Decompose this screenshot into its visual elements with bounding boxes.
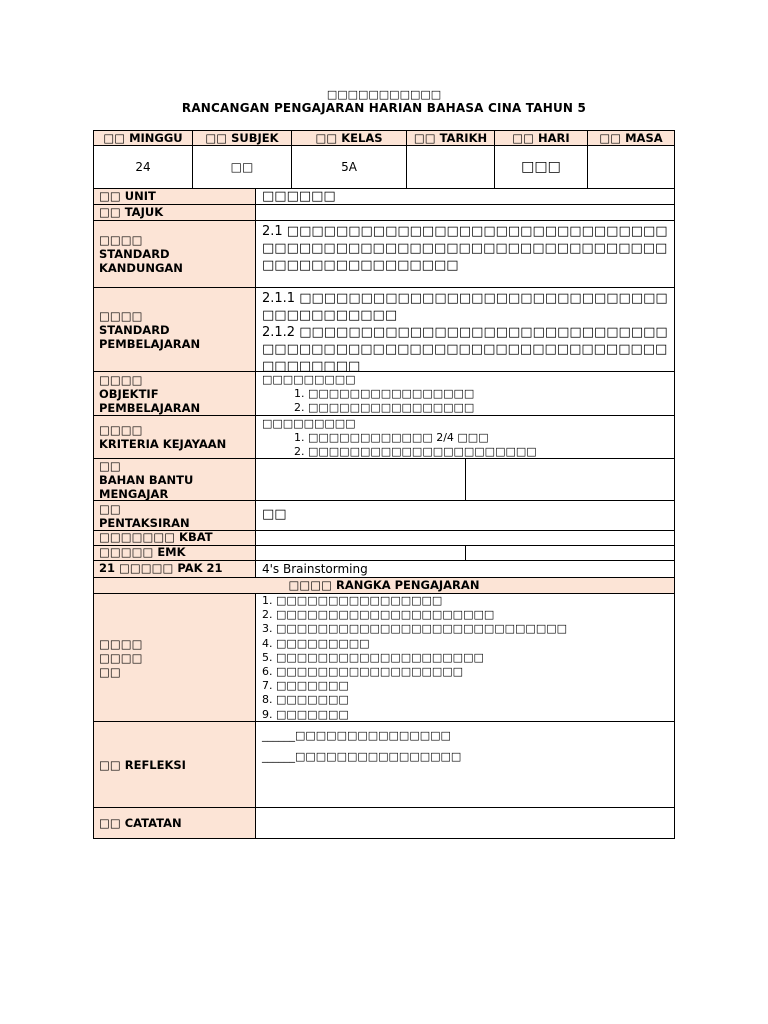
header-subjek: □□ SUBJEK bbox=[192, 130, 292, 146]
value-minggu: 24 bbox=[93, 145, 193, 189]
label-bbm bbox=[93, 458, 256, 501]
op-item: 2. □□□□□□□□□□□□□□□□ bbox=[308, 401, 668, 415]
label-refleksi: □□ REFLEKSI bbox=[93, 721, 256, 808]
label-aktiviti-3: □□ bbox=[99, 664, 121, 679]
value-aktiviti bbox=[255, 593, 675, 722]
header-hari: □□ HARI bbox=[494, 130, 588, 146]
label-bbm-ms1: BAHAN BANTU bbox=[99, 473, 194, 487]
value-emk-right bbox=[465, 545, 675, 561]
value-hari: □□□ bbox=[494, 145, 588, 189]
value-kbat bbox=[255, 530, 675, 546]
label-kbat: □□□□□□□ KBAT bbox=[93, 530, 256, 546]
label-sk-cn: □□□□ bbox=[99, 233, 143, 247]
label-tajuk: □□ TAJUK bbox=[93, 204, 256, 221]
value-pak21: 4's Brainstorming bbox=[255, 560, 675, 578]
label-sk-ms2: KANDUNGAN bbox=[99, 261, 183, 275]
value-refleksi bbox=[255, 721, 675, 808]
sp-item-2: 2.1.2 □□□□□□□□□□□□□□□□□□□□□□□□□□□□□□□□□□□□□□□□□□□□□□□□□□□□□□□□□□□□□□□□□□□□□□□ bbox=[262, 325, 668, 372]
label-kk-cn: □□□□ bbox=[99, 423, 143, 437]
value-kelas: 5A bbox=[291, 145, 407, 189]
label-sp-cn: □□□□ bbox=[99, 308, 143, 323]
label-op-ms1: OBJEKTIF bbox=[99, 386, 159, 401]
label-pent-cn: □□ bbox=[99, 501, 121, 516]
label-op-ms2: PEMBELAJARAN bbox=[99, 400, 201, 415]
header-tarikh: □□ TARIKH bbox=[406, 130, 495, 146]
value-subjek: □□ bbox=[192, 145, 292, 189]
value-pentaksiran: □□ bbox=[255, 500, 675, 531]
label-op-cn: □□□□ bbox=[99, 372, 143, 387]
value-bbm-left bbox=[255, 458, 466, 501]
refleksi-item: ______□□□□□□□□□□□□□□□ bbox=[262, 729, 451, 742]
label-kk-ms: KRITERIA KEJAYAAN bbox=[99, 437, 227, 451]
value-tajuk bbox=[255, 204, 675, 221]
kk-item: 1. □□□□□□□□□□□□ 2/4 □□□ bbox=[308, 431, 668, 445]
value-standard-pembelajaran bbox=[255, 287, 675, 372]
header-minggu: □□ MINGGU bbox=[93, 130, 193, 146]
aktiviti-item: 1. □□□□□□□□□□□□□□□□ bbox=[262, 594, 443, 607]
title-chinese: □□□□□□□□□□□ bbox=[326, 88, 442, 101]
aktiviti-item: 9. □□□□□□□ bbox=[262, 707, 349, 721]
label-bbm-cn: □□ bbox=[99, 459, 121, 473]
label-standard-kandungan bbox=[93, 220, 256, 288]
label-catatan: □□ CATATAN bbox=[93, 807, 256, 839]
op-list bbox=[262, 387, 668, 415]
label-sp-ms2: PEMBELAJARAN bbox=[99, 336, 201, 351]
aktiviti-item: 5. □□□□□□□□□□□□□□□□□□□□ bbox=[262, 650, 484, 664]
value-unit: □□□□□□ bbox=[255, 188, 675, 205]
title-malay: RANCANGAN PENGAJARAN HARIAN BAHASA CINA TAHUN 5 bbox=[181, 101, 587, 115]
value-masa bbox=[587, 145, 675, 189]
aktiviti-item: 6. □□□□□□□□□□□□□□□□□□ bbox=[262, 665, 464, 679]
label-bbm-ms2: MENGAJAR bbox=[99, 487, 169, 501]
value-tarikh bbox=[406, 145, 495, 189]
label-standard-pembelajaran bbox=[93, 287, 256, 372]
label-kriteria bbox=[93, 415, 256, 459]
op-intro: □□□□□□□□□ bbox=[262, 373, 356, 386]
value-standard-kandungan: 2.1 □□□□□□□□□□□□□□□□□□□□□□□□□□□□□□□□□□□□□□□□□□□□□□□□□□□□□□□□□□□□□□□□□□□□□□□□□□□□□□□□ bbox=[255, 220, 675, 288]
label-sp-ms1: STANDARD bbox=[99, 322, 170, 337]
rangka-pengajaran-header: □□□□ RANGKA PENGAJARAN bbox=[93, 577, 675, 594]
aktiviti-item: 3. □□□□□□□□□□□□□□□□□□□□□□□□□□□□ bbox=[262, 622, 567, 636]
aktiviti-item: 4. □□□□□□□□□ bbox=[262, 636, 370, 650]
label-pak21: 21 □□□□□ PAK 21 bbox=[93, 560, 256, 578]
kk-item: 2. □□□□□□□□□□□□□□□□□□□□□□ bbox=[308, 445, 668, 459]
refleksi-item: ______□□□□□□□□□□□□□□□□ bbox=[262, 750, 462, 763]
label-pent-ms: PENTAKSIRAN bbox=[99, 515, 190, 530]
label-emk: □□□□□ EMK bbox=[93, 545, 256, 561]
label-pentaksiran bbox=[93, 500, 256, 531]
aktiviti-item: 2. □□□□□□□□□□□□□□□□□□□□□ bbox=[262, 608, 495, 622]
label-objektif bbox=[93, 371, 256, 416]
aktiviti-item: 8. □□□□□□□ bbox=[262, 693, 349, 707]
label-aktiviti-1: □□□□ bbox=[99, 636, 143, 651]
value-kriteria bbox=[255, 415, 675, 459]
value-emk-left bbox=[255, 545, 466, 561]
label-aktiviti bbox=[93, 593, 256, 722]
sp-item-1: 2.1.1 □□□□□□□□□□□□□□□□□□□□□□□□□□□□□□□□□□□□□□□□□ bbox=[262, 291, 668, 323]
value-catatan bbox=[255, 807, 675, 839]
kk-list bbox=[262, 431, 668, 459]
label-aktiviti-2: □□□□ bbox=[99, 650, 143, 665]
label-sk-ms1: STANDARD bbox=[99, 247, 170, 261]
header-kelas: □□ KELAS bbox=[291, 130, 407, 146]
value-bbm-right bbox=[465, 458, 675, 501]
header-masa: □□ MASA bbox=[587, 130, 675, 146]
kk-intro: □□□□□□□□□ bbox=[262, 417, 356, 430]
aktiviti-item: 7. □□□□□□□ bbox=[262, 679, 349, 693]
value-objektif bbox=[255, 371, 675, 416]
op-item: 1. □□□□□□□□□□□□□□□□ bbox=[308, 387, 668, 401]
label-unit: □□ UNIT bbox=[93, 188, 256, 205]
